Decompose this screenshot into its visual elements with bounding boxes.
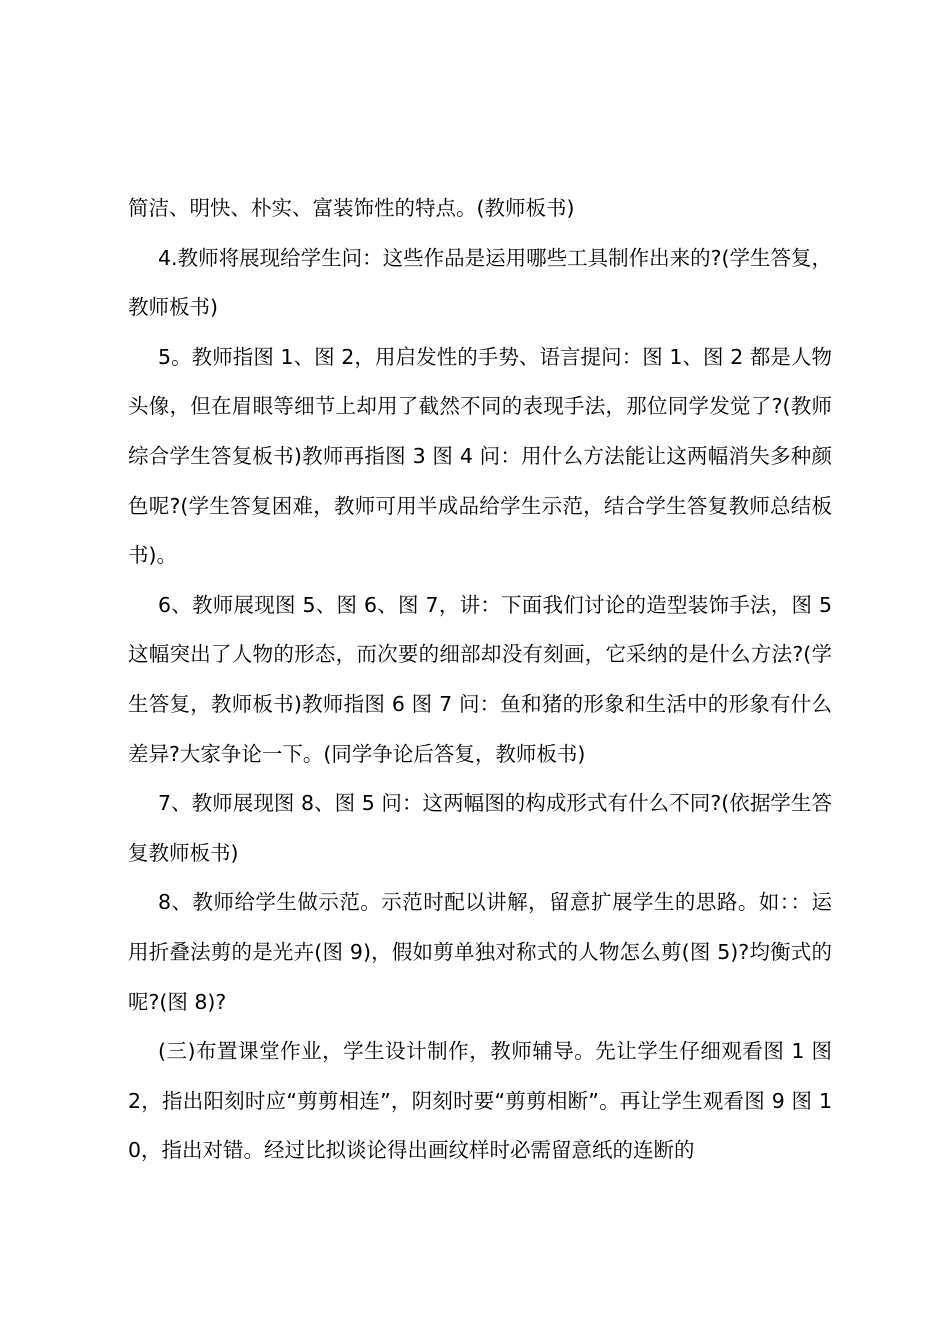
paragraph-2: 4.教师将展现给学生问：这些作品是运用哪些工具制作出来的?(学生答复，教师板书) — [128, 245, 832, 320]
paragraph-1: 简洁、明快、朴实、富装饰性的特点。(教师板书) — [128, 196, 575, 220]
paragraph-7: (三)布置课堂作业，学生设计制作，教师辅导。先让学生仔细观看图 1 图 2，指出阳刻时应“剪剪相连”，阴刻时要“剪剪相断”。再让学生观看图 9 图 10，指出对错。经过比拟谈论得出画纹样时必需留意纸的连断的 — [128, 1039, 832, 1163]
paragraph-5: 7、教师展现图 8、图 5 问：这两幅图的构成形式有什么不同?(依据学生答复教师板书) — [128, 791, 832, 865]
paragraph-4: 6、教师展现图 5、图 6、图 7，讲：下面我们讨论的造型装饰手法，图 5 这幅突出了人物的形态，而次要的细部却没有刻画，它采纳的是什么方法?(学生答复，教师板书)教师指图 6 图 7 问：鱼和猪的形象和生活中的形象有什么差异?大家争论一下。(同学争论后答复，教师板书) — [128, 592, 832, 766]
paragraph-3: 5。教师指图 1、图 2，用启发性的手势、语言提问：图 1、图 2 都是人物头像，但在眉眼等细节上却用了截然不同的表现手法，那位同学发觉了?(教师综合学生答复板书)教师再指图 3 图 4 问：用什么方法能让这两幅消失多种颜色呢?(学生答复困难，教师可用半成品给学生示范，结合学生答复教师总结板书)。 — [128, 344, 832, 568]
body-text — [128, 184, 832, 1176]
paragraph-6: 8、教师给学生做示范。示范时配以讲解，留意扩展学生的思路。如：：运用折叠法剪的是光卉(图 9)，假如剪单独对称式的人物怎么剪(图 5)?均衡式的呢?(图 8)? — [128, 890, 832, 1014]
